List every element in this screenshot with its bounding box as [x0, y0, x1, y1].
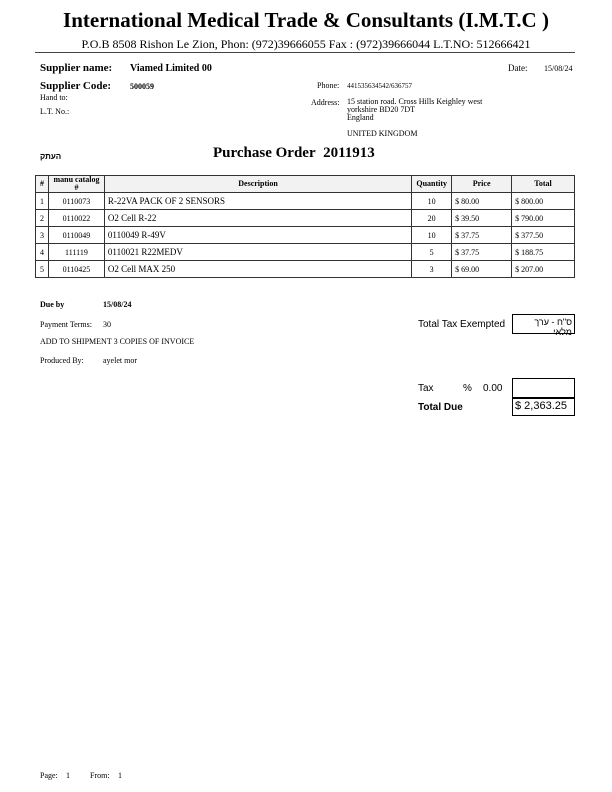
- item-price: $ 37.75: [452, 244, 512, 261]
- table-row: [36, 244, 575, 261]
- payment-terms: 30: [103, 320, 111, 329]
- table-row: [36, 261, 575, 278]
- col-catalog: manu catalog #: [48, 176, 104, 193]
- copy-label: העתק: [40, 152, 62, 161]
- item-quantity: 20: [412, 210, 452, 227]
- shipment-note: ADD TO SHIPMENT 3 COPIES OF INVOICE: [40, 337, 195, 346]
- item-description: O2 Cell R-22: [104, 210, 411, 227]
- supplier-code-label: Supplier Code:: [40, 80, 112, 92]
- address-label: Address:: [311, 98, 340, 107]
- item-description: 0110021 R22MEDV: [104, 244, 411, 261]
- from-label: From:: [90, 771, 110, 780]
- item-price: $ 39.50: [452, 210, 512, 227]
- col-quantity: Quantity: [412, 176, 452, 193]
- due-date: 15/08/24: [103, 300, 132, 309]
- po-label: Purchase Order: [213, 145, 316, 161]
- item-price: $ 80.00: [452, 193, 512, 210]
- payment-terms-label: Payment Terms:: [40, 320, 92, 329]
- page-number: 1: [66, 771, 70, 780]
- supplier-code: 500059: [130, 82, 154, 91]
- item-catalog: 0110049: [48, 227, 104, 244]
- col-description: Description: [104, 176, 411, 193]
- item-number: 5: [36, 261, 49, 278]
- address-line: yorkshire BD20 7DT: [347, 105, 415, 114]
- item-number: 3: [36, 227, 49, 244]
- date: 15/08/24: [544, 64, 573, 73]
- company-contact: P.O.B 8508 Rishon Le Zion, Phon: (972)39666055 Fax : (972)39666044 L.T.NO: 512666421: [81, 37, 531, 51]
- item-number: 4: [36, 244, 49, 261]
- po-number: 2011913: [323, 145, 375, 161]
- item-total: $ 188.75: [512, 244, 575, 261]
- date-label: Date:: [508, 63, 528, 73]
- phone-label: Phone:: [317, 81, 340, 90]
- table-row: [36, 227, 575, 244]
- due-label: Due by: [40, 300, 65, 309]
- item-catalog: 0110073: [48, 193, 104, 210]
- tax-percent: 0.00: [483, 383, 503, 394]
- col-total: Total: [512, 176, 575, 193]
- page-label: Page:: [40, 771, 58, 780]
- item-total: $ 377.50: [512, 227, 575, 244]
- item-quantity: 10: [412, 193, 452, 210]
- item-number: 2: [36, 210, 49, 227]
- items-table: [35, 175, 575, 278]
- item-total: $ 207.00: [512, 261, 575, 278]
- po-title: [213, 145, 375, 162]
- item-catalog: 0110022: [48, 210, 104, 227]
- item-description: 0110049 R-49V: [104, 227, 411, 244]
- tax-value: [512, 378, 575, 398]
- item-price: $ 69.00: [452, 261, 512, 278]
- address-line: UNITED KINGDOM: [347, 129, 418, 138]
- company-name: International Medical Trade & Consultants (I.M.T.C ): [63, 8, 549, 32]
- hand-to-label: Hand to:: [40, 93, 68, 102]
- address: [347, 98, 482, 138]
- page-total: 1: [118, 771, 122, 780]
- item-description: R-22VA PACK OF 2 SENSORS: [104, 193, 411, 210]
- item-number: 1: [36, 193, 49, 210]
- total-due-label: Total Due: [418, 402, 463, 413]
- item-total: $ 800.00: [512, 193, 575, 210]
- supplier-name-label: Supplier name:: [40, 62, 113, 74]
- tax-exempt-label: Total Tax Exempted: [418, 319, 506, 330]
- item-quantity: 3: [412, 261, 452, 278]
- address-line: England: [347, 113, 374, 122]
- item-price: $ 37.75: [452, 227, 512, 244]
- produced-by-label: Produced By:: [40, 356, 84, 365]
- col-price: Price: [452, 176, 512, 193]
- header-divider: [35, 52, 575, 53]
- table-header: [36, 176, 575, 193]
- lt-no-label: L.T. No.:: [40, 107, 70, 116]
- tax-label: Tax: [418, 383, 434, 394]
- col-number: #: [36, 176, 49, 193]
- table-row: [36, 210, 575, 227]
- item-total: $ 790.00: [512, 210, 575, 227]
- tax-percent-sign: %: [463, 383, 472, 394]
- phone: 441535634542/636757: [347, 82, 412, 90]
- supplier-name: Viamed Limited 00: [130, 63, 212, 74]
- item-catalog: 0110425: [48, 261, 104, 278]
- tax-exempt-value: ס"ח - ערך מלאי: [512, 314, 575, 334]
- item-description: O2 Cell MAX 250: [104, 261, 411, 278]
- table-row: [36, 193, 575, 210]
- total-due: $ 2,363.25: [512, 398, 575, 416]
- address-line: 15 station road. Cross Hills Keighley west: [347, 97, 483, 106]
- item-quantity: 10: [412, 227, 452, 244]
- produced-by: ayelet mor: [103, 356, 137, 365]
- item-quantity: 5: [412, 244, 452, 261]
- item-catalog: 111119: [48, 244, 104, 261]
